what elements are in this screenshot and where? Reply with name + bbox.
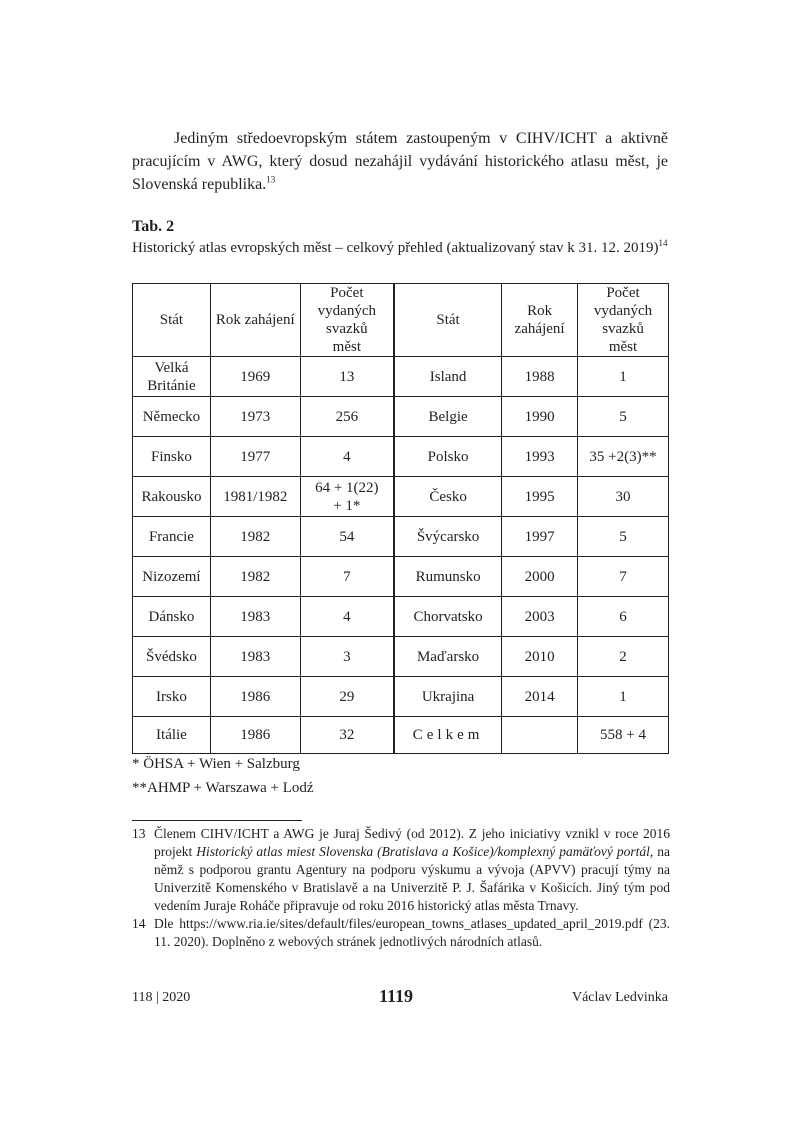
table-cell: 1995 [502,477,578,517]
footer-author: Václav Ledvinka [571,990,668,1005]
table-cell: 1983 [210,637,300,677]
header-cell: Rok zahájení [502,284,578,357]
table-cell: Rakousko [133,477,211,517]
footnote-ref-13[interactable]: 13 [266,174,276,185]
table-cell: 1993 [502,437,578,477]
table-note-2: **AHMP + Warszawa + Lodź [132,780,314,796]
table-cell: 13 [300,357,394,397]
table-row [133,357,669,397]
table-cell: Rumunsko [394,557,502,597]
table-cell: 35 +2(3)** [578,437,669,477]
table-cell: 1981/1982 [210,477,300,517]
table-row [133,437,669,477]
table-cell: Maďarsko [394,637,502,677]
table-cell: 1988 [502,357,578,397]
table-cell: 2000 [502,557,578,597]
header-cell: Rok zahájení [210,284,300,357]
footnote-text-part: Členem CIHV/ICHT a AWG je Juraj Šedivý (od 2012). Z jeho iniciativy vznikl v roce 2016 projekt [154,826,670,859]
table-cell: 30 [578,477,669,517]
table-cell: 64 + 1(22) + 1* [300,477,394,517]
header-cell: Počet vydaných svazků měst [578,284,669,357]
table-cell: 1990 [502,397,578,437]
table-label: Tab. 2 [132,218,175,235]
table-cell: Irsko [133,677,211,717]
footnote-ref-14[interactable]: 14 [658,238,668,248]
header-cell: Stát [133,284,211,357]
table-cell: 7 [300,557,394,597]
table-cell: 32 [300,717,394,754]
table-cell: 2003 [502,597,578,637]
table-cell: 1 [578,677,669,717]
footnote-14 [132,915,670,951]
table-cell: Dánsko [133,597,211,637]
table-cell: 7 [578,557,669,597]
table-cell: 1969 [210,357,300,397]
page-number: 1119 [378,986,413,1006]
total-value-cell: 558 + 4 [578,717,669,754]
table-header-row [133,284,669,357]
table-cell: 2010 [502,637,578,677]
table-cell: 1986 [210,717,300,754]
paragraph-text: Jediným středoevropským státem zastoupeným v CIHV/ICHT a aktivně pracujícím v AWG, který dosud nezahájil vydávání historického atlasu měst, je Slovenská republika. [132,130,668,193]
table-cell: Polsko [394,437,502,477]
table-cell: Itálie [133,717,211,754]
table-cell: Česko [394,477,502,517]
table-cell [502,717,578,754]
table-cell: Finsko [133,437,211,477]
header-cell: Počet vydaných svazků měst [300,284,394,357]
footnote-divider [132,820,302,821]
table-row [133,677,669,717]
footnote-13 [132,825,670,915]
table-row [133,597,669,637]
table-cell: 29 [300,677,394,717]
table-cell: Francie [133,517,211,557]
table-cell: 1997 [502,517,578,557]
table-row [133,557,669,597]
table-cell: 1 [578,357,669,397]
table-cell: 2 [578,637,669,677]
body-paragraph [132,127,668,196]
footnote-number: 14 [132,916,146,931]
footnote-text-part: , na němž s podporou grantu Agentury na podporu výskumu a vývoja (APVV) pracují týmy na Univerzitě Komenského v Bratislavě a na Univerzitě P. J. Šafárika v Košicích. Jiný tým pod vedením Juraje Roháče připravuje od roku 2016 historický atlas města Trnavy. [154,844,670,913]
table-note-1: * ÖHSA + Wien + Salzburg [132,756,300,772]
table-cell: Německo [133,397,211,437]
table-cell: 1986 [210,677,300,717]
table-cell: 4 [300,437,394,477]
table-cell: 256 [300,397,394,437]
table-cell: Nizozemí [133,557,211,597]
table-cell: 1983 [210,597,300,637]
table-caption-text: Historický atlas evropských měst – celkový přehled (aktualizovaný stav k 31. 12. 2019) [132,240,659,256]
table-cell: 1973 [210,397,300,437]
footer-issue: 118 | 2020 [132,990,191,1005]
table-cell: 5 [578,517,669,557]
table-cell: Švédsko [133,637,211,677]
table-cell: 2014 [502,677,578,717]
footnote-number: 13 [132,826,146,841]
footnote-italic-title: Historický atlas miest Slovenska (Bratislava a Košice)/komplexný pamäťový portál [196,844,650,859]
table-caption [132,240,668,257]
total-label-cell: Celkem [394,717,502,754]
table-cell: Velká Británie [133,357,211,397]
footnote-text: Dle https://www.ria.ie/sites/default/files/european_towns_atlases_updated_april_2019.pdf (23. 11. 2020). Doplněno z webových stránek jednotlivých národních atlasů. [154,916,670,949]
footnote-text [154,825,670,915]
table-row [133,637,669,677]
table-cell: Chorvatsko [394,597,502,637]
table-cell: 1982 [210,557,300,597]
table-row [133,477,669,517]
table-cell: 5 [578,397,669,437]
table-cell: 54 [300,517,394,557]
table-cell: Švýcarsko [394,517,502,557]
table-cell: 4 [300,597,394,637]
header-cell: Stát [394,284,502,357]
atlas-table [132,283,669,754]
table-row [133,397,669,437]
table-cell: 1977 [210,437,300,477]
footnotes [132,825,670,951]
table-row [133,717,669,754]
table-cell: 3 [300,637,394,677]
table-cell: Island [394,357,502,397]
table-row [133,517,669,557]
table-cell: Ukrajina [394,677,502,717]
table-cell: 6 [578,597,669,637]
table-cell: 1982 [210,517,300,557]
table-cell: Belgie [394,397,502,437]
